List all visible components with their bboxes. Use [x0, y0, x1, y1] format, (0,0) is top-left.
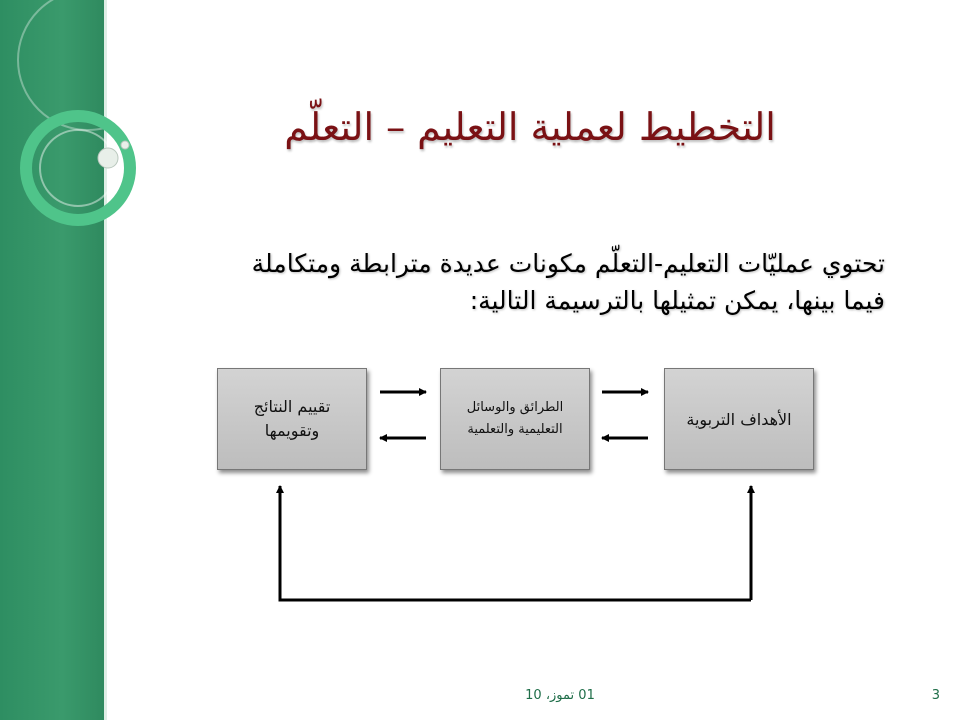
page-number: 3: [931, 688, 940, 703]
decorative-circles: [0, 0, 160, 260]
methods-and-means-box: [440, 368, 590, 470]
evaluation-box: [217, 368, 367, 470]
educational-goals-box: [664, 368, 814, 470]
large-ring: [18, 0, 158, 130]
green-ring: [26, 116, 130, 220]
evaluation-label: تقييم النتائج وتقويمها: [253, 397, 331, 440]
pearl-small: [121, 141, 129, 149]
inner-ring: [40, 130, 116, 206]
feedback-loop-arrow: [280, 486, 751, 600]
slide-title: التخطيط لعملية التعليم – التعلّم: [284, 105, 776, 149]
methods-and-means-label: الطرائق والوسائل التعليمية والتعلمية: [466, 400, 564, 437]
pearl-large: [98, 148, 118, 168]
educational-goals-label: الأهداف التربوية: [686, 409, 792, 429]
intro-paragraph: تحتوي عمليّات التعليم-التعلّم مكونات عديدة مترابطة ومتكاملة فيما بينها، يمكن تمثيلها بالترسيمة التالية:: [251, 249, 885, 315]
footer-date: 01 تموز، 10: [525, 688, 595, 703]
